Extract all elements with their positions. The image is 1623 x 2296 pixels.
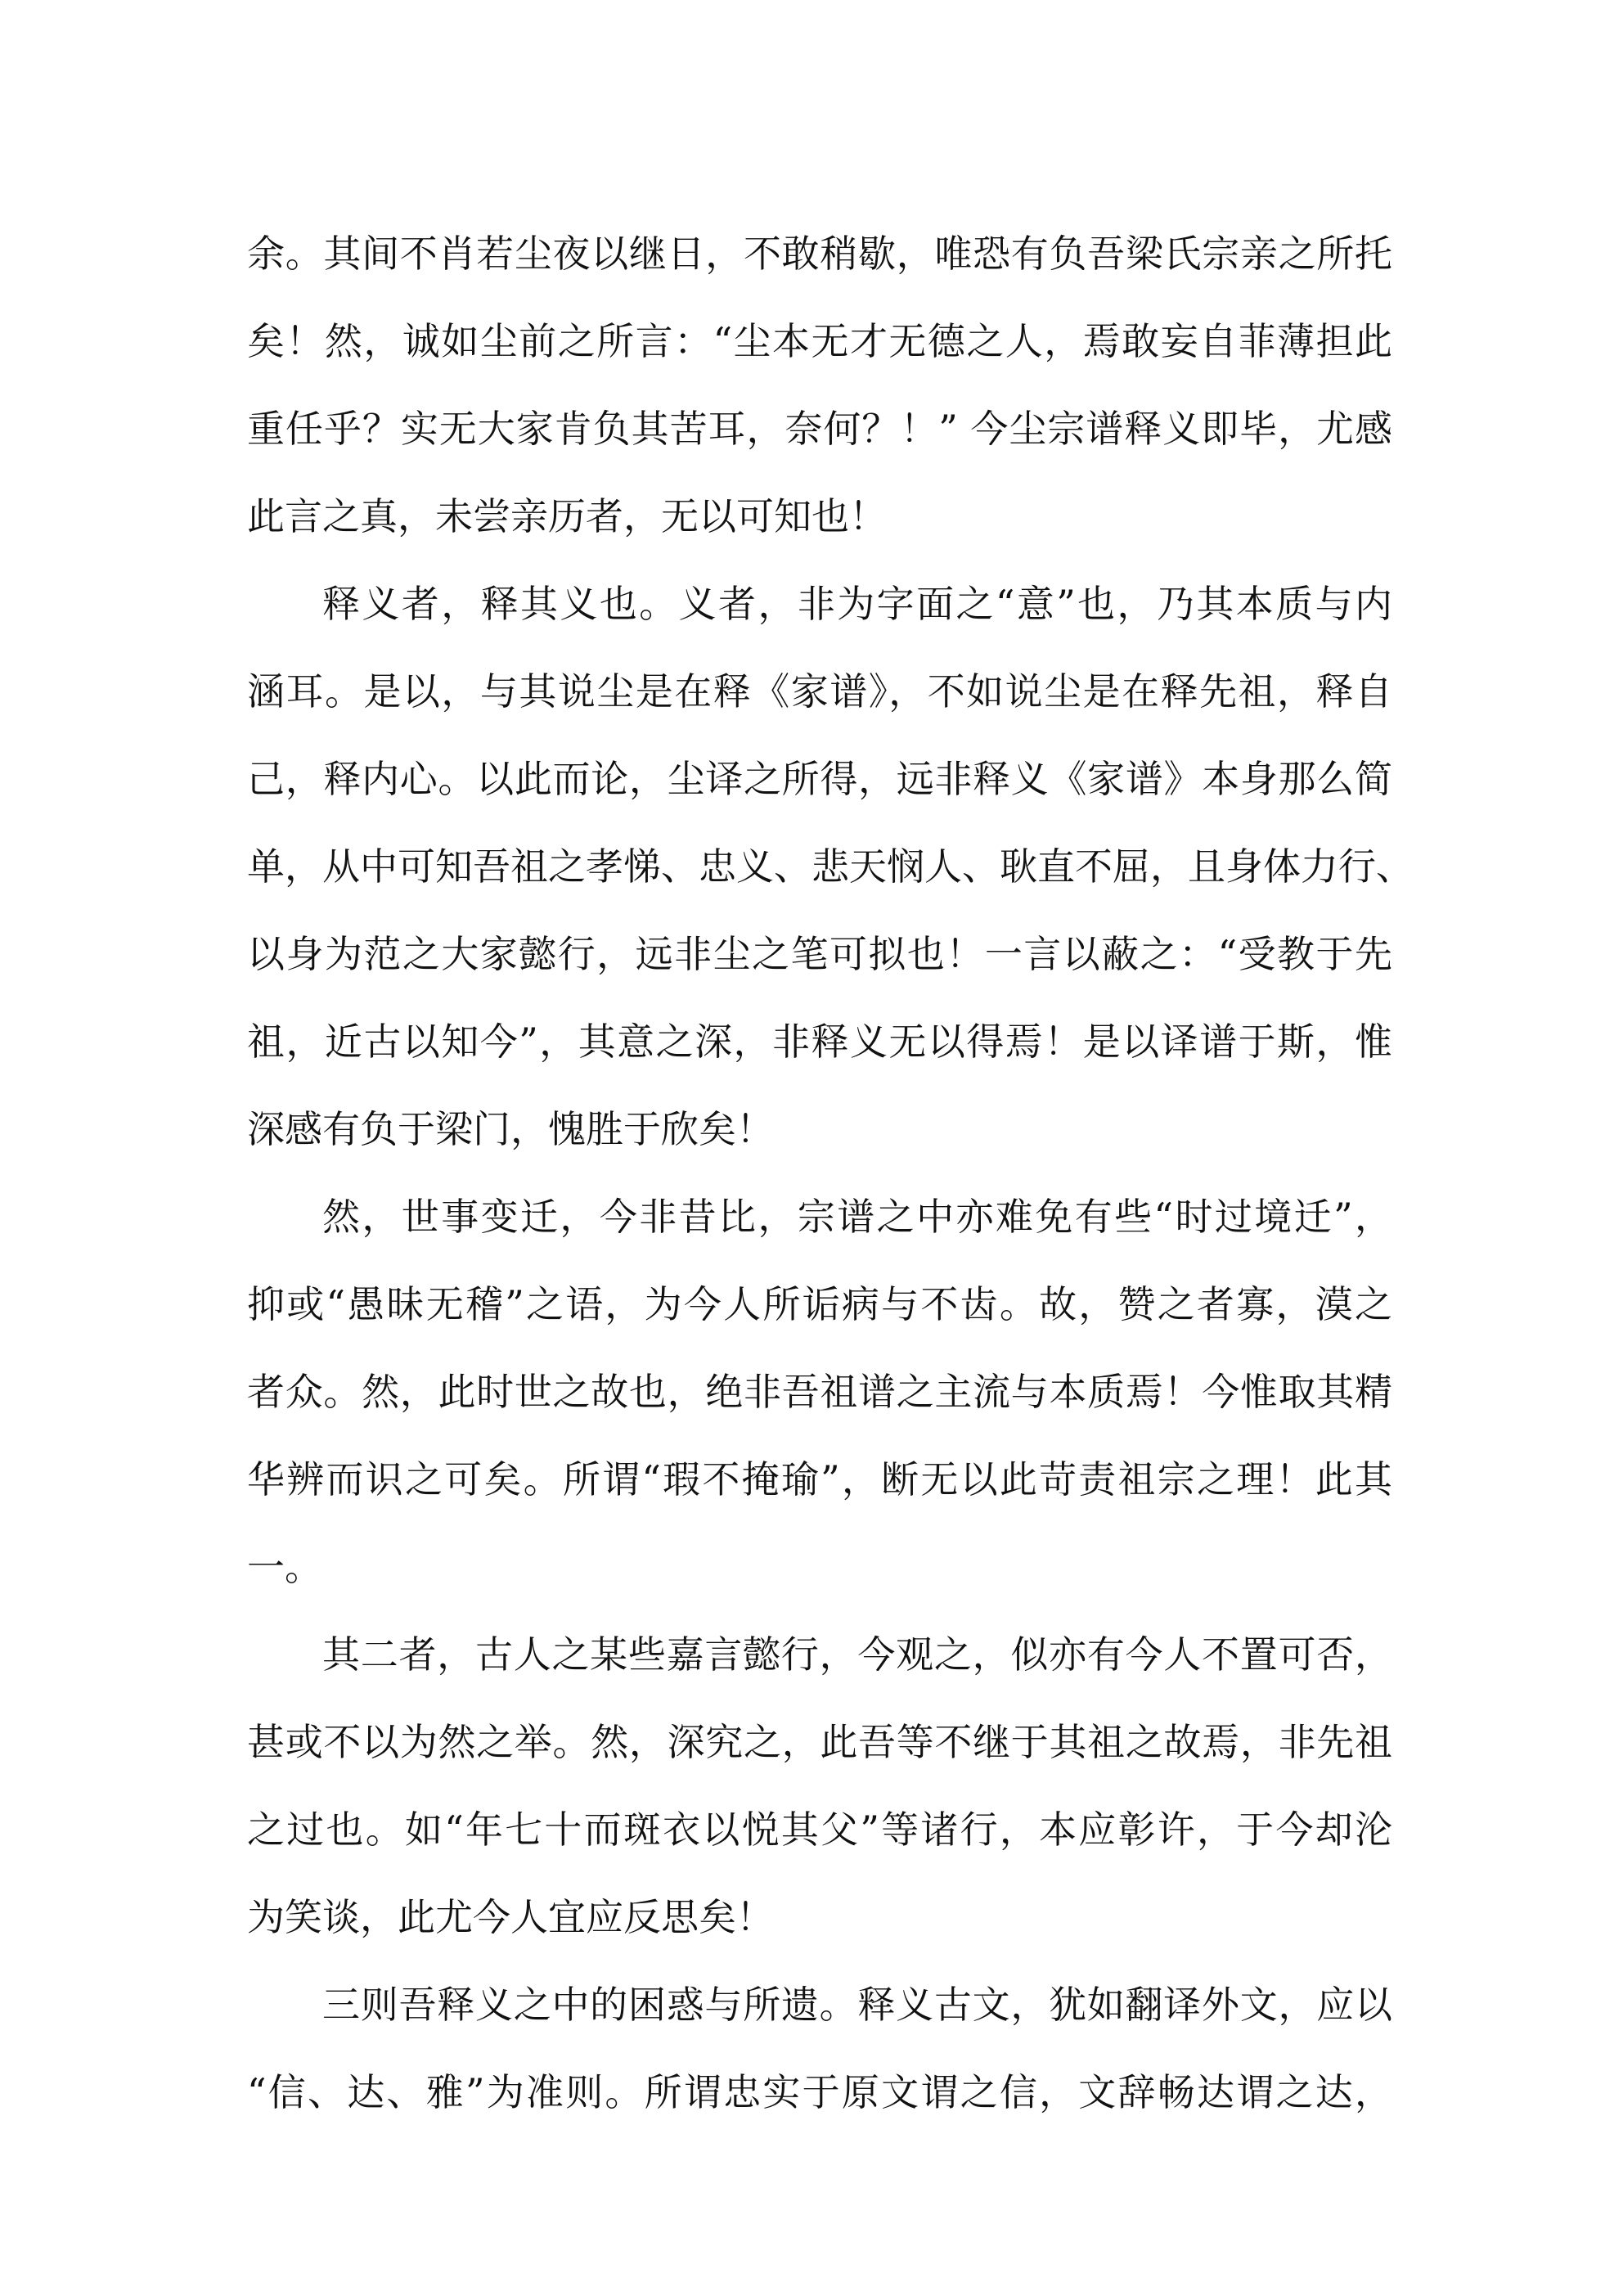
text-line: 重任乎？实无大家肯负其苦耳，奈何？！” 今尘宗谱释义即毕，尤感 <box>247 407 1392 451</box>
text-line: 涵耳。是以，与其说尘是在释《家谱》，不如说尘是在释先祖，释自 <box>247 669 1392 714</box>
text-line: 者众。然，此时世之故也，绝非吾祖谱之主流与本质焉！今惟取其精 <box>247 1370 1392 1414</box>
text-line: 祖，近古以知今”，其意之深，非释义无以得焉！是以译谱于斯，惟 <box>247 1020 1392 1064</box>
text-line: “信、达、雅”为准则。所谓忠实于原文谓之信，文辞畅达谓之达， <box>247 2070 1392 2114</box>
text-line: 此言之真，未尝亲历者，无以可知也！ <box>247 494 887 538</box>
text-line: 抑或“愚昧无稽”之语，为今人所诟病与不齿。故，赞之者寡，漠之 <box>247 1282 1392 1326</box>
text-line: 华辨而识之可矣。所谓“瑕不掩瑜”，断无以此苛责祖宗之理！此其 <box>247 1457 1392 1501</box>
text-line: 然，世事变迁，今非昔比，宗谱之中亦难免有些“时过境迁”， <box>322 1195 1392 1239</box>
text-line: 己，释内心。以此而论，尘译之所得，远非释义《家谱》本身那么简 <box>247 757 1392 801</box>
text-line: 一。 <box>247 1545 322 1589</box>
document-body-text <box>247 210 1414 2136</box>
text-line: 单，从中可知吾祖之孝悌、忠义、悲天悯人、耿直不屈，且身体力行、 <box>247 844 1414 889</box>
text-line: 以身为范之大家懿行，远非尘之笔可拟也！一言以蔽之：“受教于先 <box>247 932 1392 976</box>
text-line: 三则吾释义之中的困惑与所遗。释义古文，犹如翻译外文，应以 <box>322 1983 1392 2027</box>
text-line: 其二者，古人之某些嘉言懿行，今观之，似亦有今人不置可否， <box>322 1632 1392 1677</box>
text-line: 甚或不以为然之举。然，深究之，此吾等不继于其祖之故焉，非先祖 <box>247 1720 1392 1764</box>
text-line: 矣！然，诚如尘前之所言：“尘本无才无德之人，焉敢妄自菲薄担此 <box>247 319 1392 363</box>
text-line: 释义者，释其义也。义者，非为字面之“意”也，乃其本质与内 <box>322 582 1392 626</box>
text-line: 深感有负于梁门，愧胜于欣矣！ <box>247 1107 774 1151</box>
text-line: 为笑谈，此尤今人宜应反思矣！ <box>247 1895 774 1939</box>
text-line: 余。其间不肖若尘夜以继日，不敢稍歇，唯恐有负吾梁氏宗亲之所托 <box>247 232 1392 276</box>
text-line: 之过也。如“年七十而斑衣以悦其父”等诸行，本应彰许，于今却沦 <box>247 1808 1392 1852</box>
